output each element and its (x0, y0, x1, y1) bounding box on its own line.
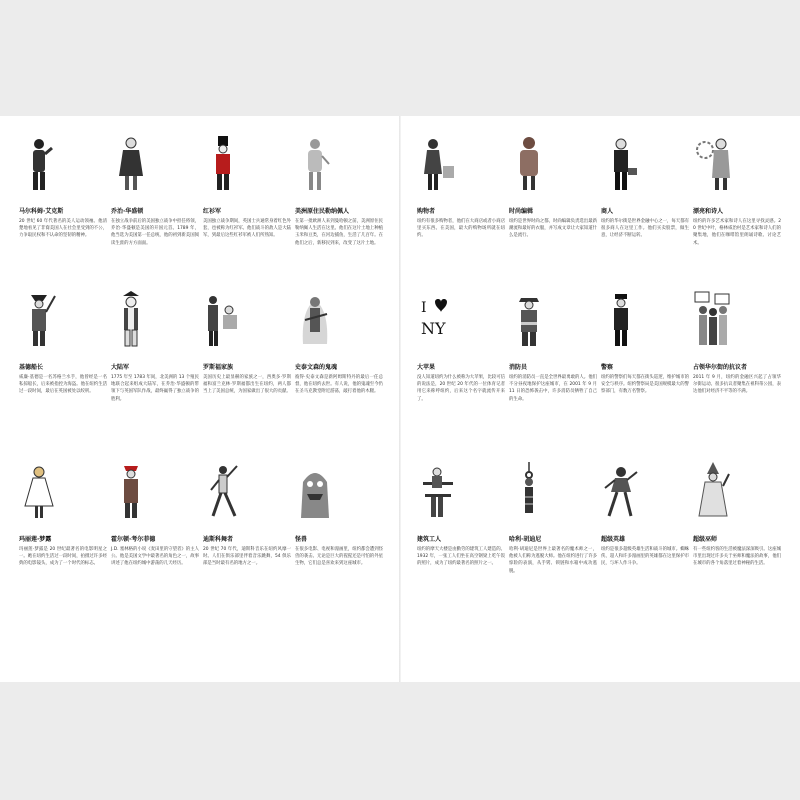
magician-icon (509, 462, 549, 520)
svg-text:NY: NY (421, 319, 446, 338)
entry-body: 美国独立战争期间，英国士兵通常身着红色外套，也被称为红衫军。他们战斗的敌人是大陆军，到最后这些红衫军被人们所熟知。 (203, 219, 291, 239)
entry-body: J.D. 塞林格的小说《麦田里的守望者》的主人公。他是美国文学中最著名的角色之一，故事讲述了他在纽约城中游荡的几天经历。 (111, 547, 199, 567)
entry-title: 怪兽 (295, 536, 308, 543)
entry-body: 哈利·胡迪尼是世界上最著名的魔术师之一，他被人们称为逃脱大师。他在纽约进行了许多惊险的表演，从手铐、锁链和水箱中成功逃脱。 (509, 547, 597, 574)
entry-title: 超级巫师 (693, 536, 718, 543)
reader-icon (111, 462, 151, 520)
native-icon (295, 134, 335, 192)
firefighter-icon (509, 290, 549, 348)
worker-icon (417, 462, 457, 520)
logo-icon (417, 290, 457, 348)
entry-body: 纽约有很多购物者，他们在大商店或者小商店里买东西。在美国，最大的购物场所就在纽约。 (417, 219, 505, 239)
entry-body: 在很多电影、电视和漫画里，纽约都会遭到怪兽的袭击。无论是巨大的猩猩还是可怕的外星生物，它们总是喜欢来到这座城市。 (295, 547, 383, 567)
actress-icon (19, 462, 59, 520)
entry-title: 哈利·胡迪尼 (509, 536, 542, 543)
book-spread (0, 116, 800, 682)
entry-body: 美国历史上最显赫的家族之一，西奥多·罗斯福和富兰克林·罗斯福都出生在纽约，两人都当上了美国总统，为国家做出了很大的贡献。 (203, 375, 291, 395)
entry-title: 大苹果 (417, 364, 436, 371)
captain-icon (19, 290, 59, 348)
statesman-icon (111, 134, 151, 192)
entry-body: 没人知道纽约为什么被称为大苹果，比较可信的说法是，20 世纪 20 年代的一位体育记者用它来称呼纽约，后来这个名字就流传开来了。 (417, 375, 505, 402)
entry-body: 在独立战争前后的美国独立战争中担任将领，乔治·华盛顿是美国的开国元首。1789 年，他当选为美国第一任总统，他的初到新美国阅读生涯的方方面面。 (111, 219, 199, 246)
entry-title: 霍尔顿·考尔菲德 (111, 536, 156, 543)
entry-title: 红衫军 (203, 208, 222, 215)
entry-body: 1775 年至 1783 年间，北美洲的 13 个殖民地联合起来组成大陆军，在乔治·华盛顿的带领下与英国军队作战，最终赢得了独立战争的胜利。 (111, 375, 199, 402)
entry-body: 纽约的消防员一直是全世界最勇敢的人。他们不分昼夜地保护这座城市，在 2001 年 9 月 11 日的恐怖袭击中，许多消防员牺牲了自己的生命。 (509, 375, 597, 402)
entry-title: 马尔科姆·艾克斯 (19, 208, 64, 215)
ghost-icon (295, 290, 335, 348)
entry-body: 20 世纪 70 年代，迪斯科音乐在纽约风靡一时。人们在俱乐部里伴着音乐跳舞，54 俱乐部是当时最有名的地方之一。 (203, 547, 291, 567)
wizard-icon (693, 462, 733, 520)
shopper-icon (417, 134, 457, 192)
continental-icon (111, 290, 151, 348)
entry-body: 威廉·基德是一名苏格兰水手，他曾经是一名私掠船长，后来被指控为海盗。他在纽约生活过一段时间，最后在英国被处以绞刑。 (19, 375, 107, 395)
family-icon (203, 290, 243, 348)
entry-body: 纽约是很多超级英雄生活和战斗的城市。蜘蛛侠、超人和许多漫画里的英雄都在这里保护市民，与坏人作斗争。 (601, 547, 689, 567)
entry-body: 在第一批欧洲人来到曼哈顿之前，美洲原住民勒纳佩人生活在这里。他们在这片土地上种植玉米和豆类，在河边捕鱼，生活了几百年。在他们之后，新移民到来，改变了这片土地。 (295, 219, 383, 246)
entry-title: 玛丽莲·梦露 (19, 536, 52, 543)
dancer-icon (203, 462, 243, 520)
entry-title: 时尚编辑 (509, 208, 534, 215)
soldier-icon (203, 134, 243, 192)
page-gutter (399, 116, 401, 682)
entry-title: 消防员 (509, 364, 528, 371)
police-icon (601, 290, 641, 348)
entry-body: 纽约的华尔街是世界金融中心之一，每天都有很多商人在这里工作。他们买卖股票，做生意，让经济不断运转。 (601, 219, 689, 239)
entry-body: 玛丽莲·梦露是 20 世纪最著名的电影明星之一。她在纽约生活过一段时间，拍摄过许多经典的电影镜头，成为了一个时代的标志。 (19, 547, 107, 567)
entry-title: 占领华尔街的抗议者 (693, 364, 748, 371)
editor-icon (509, 134, 549, 192)
entry-body: 20 世纪 60 年代著名的美人运动领袖。他清楚地看见了非裔美国人在社会里受到的不公，力争取民权和不认命的坚韧的精神。 (19, 219, 107, 239)
entry-title: 美洲原住民勒纳佩人 (295, 208, 350, 215)
entry-title: 史泰文森的鬼魂 (295, 364, 338, 371)
speaker-icon (19, 134, 59, 192)
entry-body: 纽约的摩天大楼是由勤劳的建筑工人建造的。1932 年，一张工人们坐在高空钢梁上吃午饭的照片，成为了纽约最著名的照片之一。 (417, 547, 505, 567)
entry-title: 警察 (601, 364, 614, 371)
entry-title: 商人 (601, 208, 614, 215)
poet-icon (693, 134, 733, 192)
entry-body: 纽约的警察们每天都在街头巡逻，维护城市的安全与秩序。纽约警察局是美国规模最大的警察部门，有数万名警察。 (601, 375, 689, 395)
monster-icon (295, 462, 335, 520)
hero-icon (601, 462, 641, 520)
entry-title: 漂亮和诗人 (693, 208, 724, 215)
entry-body: 2011 年 9 月，纽约的金融区兴起了占领华尔街运动。很多抗议者聚集在祖科蒂公园，表达他们对经济不平等的不满。 (693, 375, 781, 395)
entry-title: 基德船长 (19, 364, 44, 371)
entry-title: 迪斯科舞者 (203, 536, 234, 543)
entry-body: 纽约的许多艺术家和诗人在这里寻找灵感。20 世纪中叶，格林威治村是艺术家和诗人们的聚集地，他们在咖啡馆里朗诵诗歌、讨论艺术。 (693, 219, 781, 246)
entry-body: 彼得·史泰文森是新阿姆斯特丹的最后一任总督，他在纽约去世。有人说，他的鬼魂至今仍在圣马克教堂附近游荡，敲打着他的木腿。 (295, 375, 383, 395)
entry-body: 纽约是世界时尚之都，时尚编辑负责选出最新潮流和最好的衣服，并写成文章让大家知道什么是流行。 (509, 219, 597, 239)
entry-title: 罗斯福家族 (203, 364, 234, 371)
entry-body: 有一些纽约客的生活被魔法深深吸引。这座城市里出现过许多关于巫师和魔法的故事，他们在城市的各个角落里过着神秘的生活。 (693, 547, 781, 567)
entry-title: 大陆军 (111, 364, 130, 371)
entry-title: 乔治·华盛顿 (111, 208, 144, 215)
protest-icon (693, 290, 733, 348)
entry-title: 购物者 (417, 208, 436, 215)
entry-title: 建筑工人 (417, 536, 442, 543)
svg-text:I: I (421, 300, 427, 316)
entry-title: 超级英雄 (601, 536, 626, 543)
merchant-icon (601, 134, 641, 192)
